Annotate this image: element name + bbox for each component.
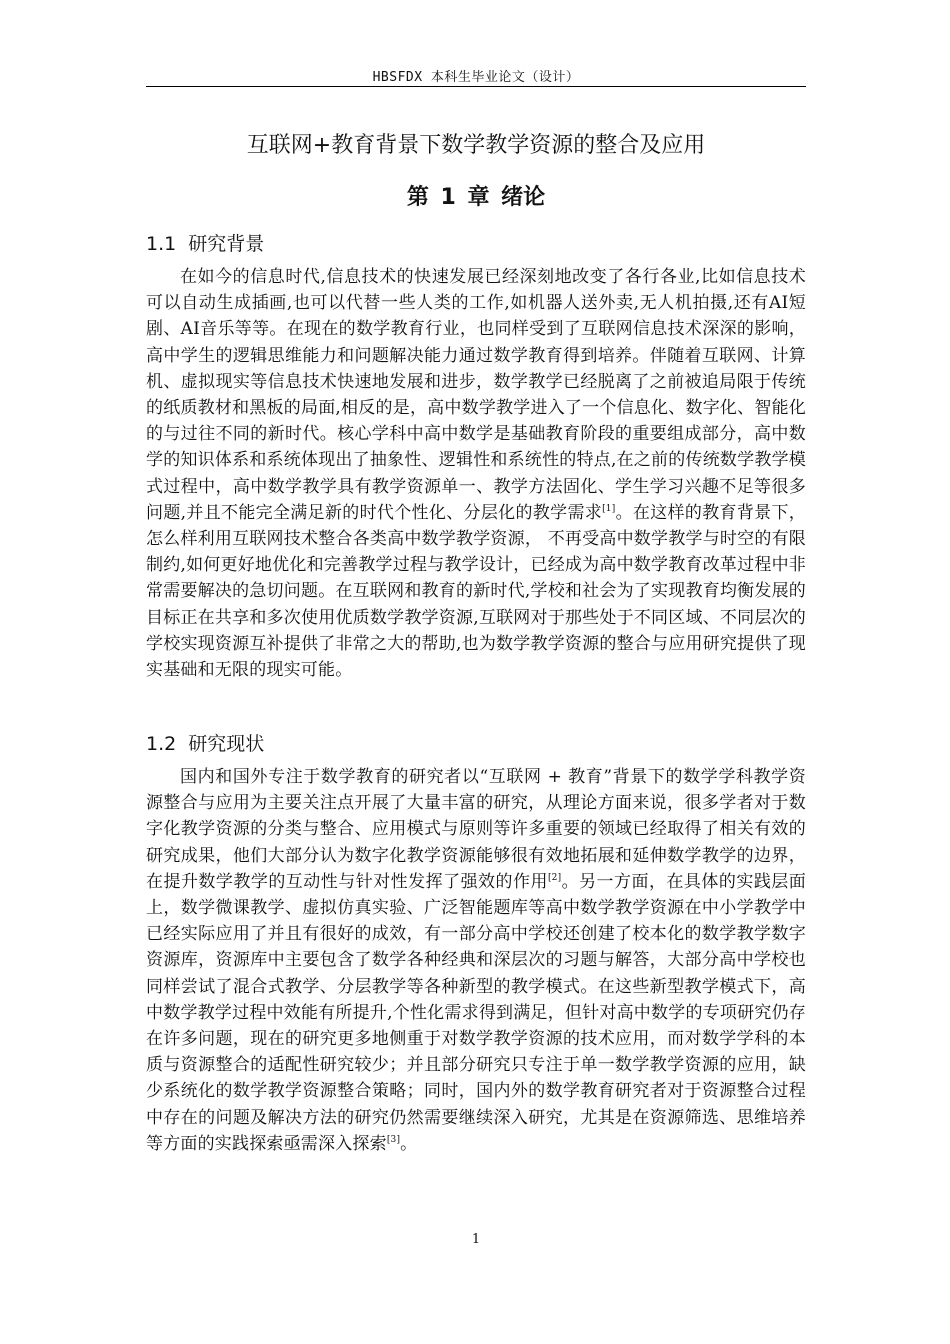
section-heading-1-1 bbox=[146, 229, 264, 256]
paper-title: 互联网+教育背景下数学教学资源的整合及应用 bbox=[246, 133, 706, 158]
section-heading-1-2 bbox=[146, 729, 264, 756]
paragraph-text: 。 bbox=[400, 1133, 418, 1154]
paragraph-text: 。在这样的教育背景下，怎么样利用互联网技术整合各类高中数学教学资源， 不再受高中数学教学与时空的有限制约,如何更好地优化和完善教学过程与教学设计，已经成为高中数学教育改革过程中非常需要解决的急切问题。在互联网和教育的新时代,学校和社会为了实现教育均衡发展的目标正在共享和多次使用优质数学教学资源,互联网对于那些处于不同区域、不同层次的学校实现资源互补提供了非常之大的帮助,也为数学教学资源的整合与应用研究提供了现实基础和无限的现实可能。 bbox=[146, 502, 806, 681]
header-rule bbox=[146, 86, 806, 87]
paragraph-text: 国内和国外专注于数学教育的研究者以“互联网 + 教育”背景下的数学学科教学资源整合与应用为主要关注点开展了大量丰富的研究，从理论方面来说，很多学者对于数字化教学资源的分类与整合、应用模式与原则等许多重要的领域已经取得了相关有效的研究成果，他们大部分认为数字化教学资源能够很有效地拓展和延伸数学教学的边界，在提升数学教学的互动性与针对性发挥了强效的作用 bbox=[146, 767, 806, 892]
citation-ref-2: [2] bbox=[547, 872, 562, 883]
chapter-heading: 第 1 章 绪论 bbox=[406, 185, 546, 210]
paragraph-text: 。另一方面，在具体的实践层面上，数学微课教学、虚拟仿真实验、广泛智能题库等高中数学教学资源在中小学教学中已经实际应用了并且有很好的成效，有一部分高中学校还创建了校本化的数学教学数字资源库，资源库中主要包含了数学各种经典和深层次的习题与解答，大部分高中学校也同样尝试了混合式教学、分层教学等各种新型的教学模式。在这些新型教学模式下，高中数学教学过程中效能有所提升,个性化需求得到满足，但针对高中数学的专项研究仍存在许多问题，现在的研究更多地侧重于对数学教学资源的技术应用，而对数学学科的本质与资源整合的适配性研究较少；并且部分研究只专注于单一数学教学资源的应用，缺少系统化的数学教学资源整合策略；同时，国内外的数学教育研究者对于资源整合过程中存在的问题及解决方法的研究仍然需要继续深入研究，尤其是在资源筛选、思维培养等方面的实践探索亟需深入探索 bbox=[146, 871, 806, 1154]
section-title: 研究背景 bbox=[188, 233, 265, 255]
paragraph-text: 在如今的信息时代,信息技术的快速发展已经深刻地改变了各行各业,比如信息技术可以自动生成插画,也可以代替一些人类的工作,如机器人送外卖,无人机拍摄,还有AI短剧、AI音乐等等。在现在的数学教育行业，也同样受到了互联网信息技术深深的影响，高中学生的逻辑思维能力和问题解决能力通过数学教育得到培养。伴随着互联网、计算机、虚拟现实等信息技术快速地发展和进步，数学教学已经脱离了之前被追局限于传统的纸质教材和黑板的局面,相反的是，高中数学教学进入了一个信息化、数字化、智能化的与过往不同的新时代。核心学科中高中数学是基础教育阶段的重要组成部分，高中数学的知识体系和系统体现出了抽象性、逻辑性和系统性的特点,在之前的传统数学教学模式过程中，高中数学教学具有教学资源单一、教学方法固化、学生学习兴趣不足等很多问题,并且不能完全满足新的时代个性化、分层化的教学需求 bbox=[146, 267, 806, 523]
section-number: 1.2 bbox=[146, 733, 177, 755]
citation-ref-3: [3] bbox=[386, 1134, 401, 1145]
page-number: 1 bbox=[471, 1232, 481, 1247]
section-title: 研究现状 bbox=[188, 733, 265, 755]
section-number: 1.1 bbox=[146, 233, 177, 255]
running-header: HBSFDX 本科生毕业论文（设计） bbox=[372, 70, 580, 85]
paragraph-research-status bbox=[146, 764, 806, 1157]
citation-ref-1: [1] bbox=[602, 503, 616, 514]
paragraph-research-background bbox=[146, 264, 806, 683]
